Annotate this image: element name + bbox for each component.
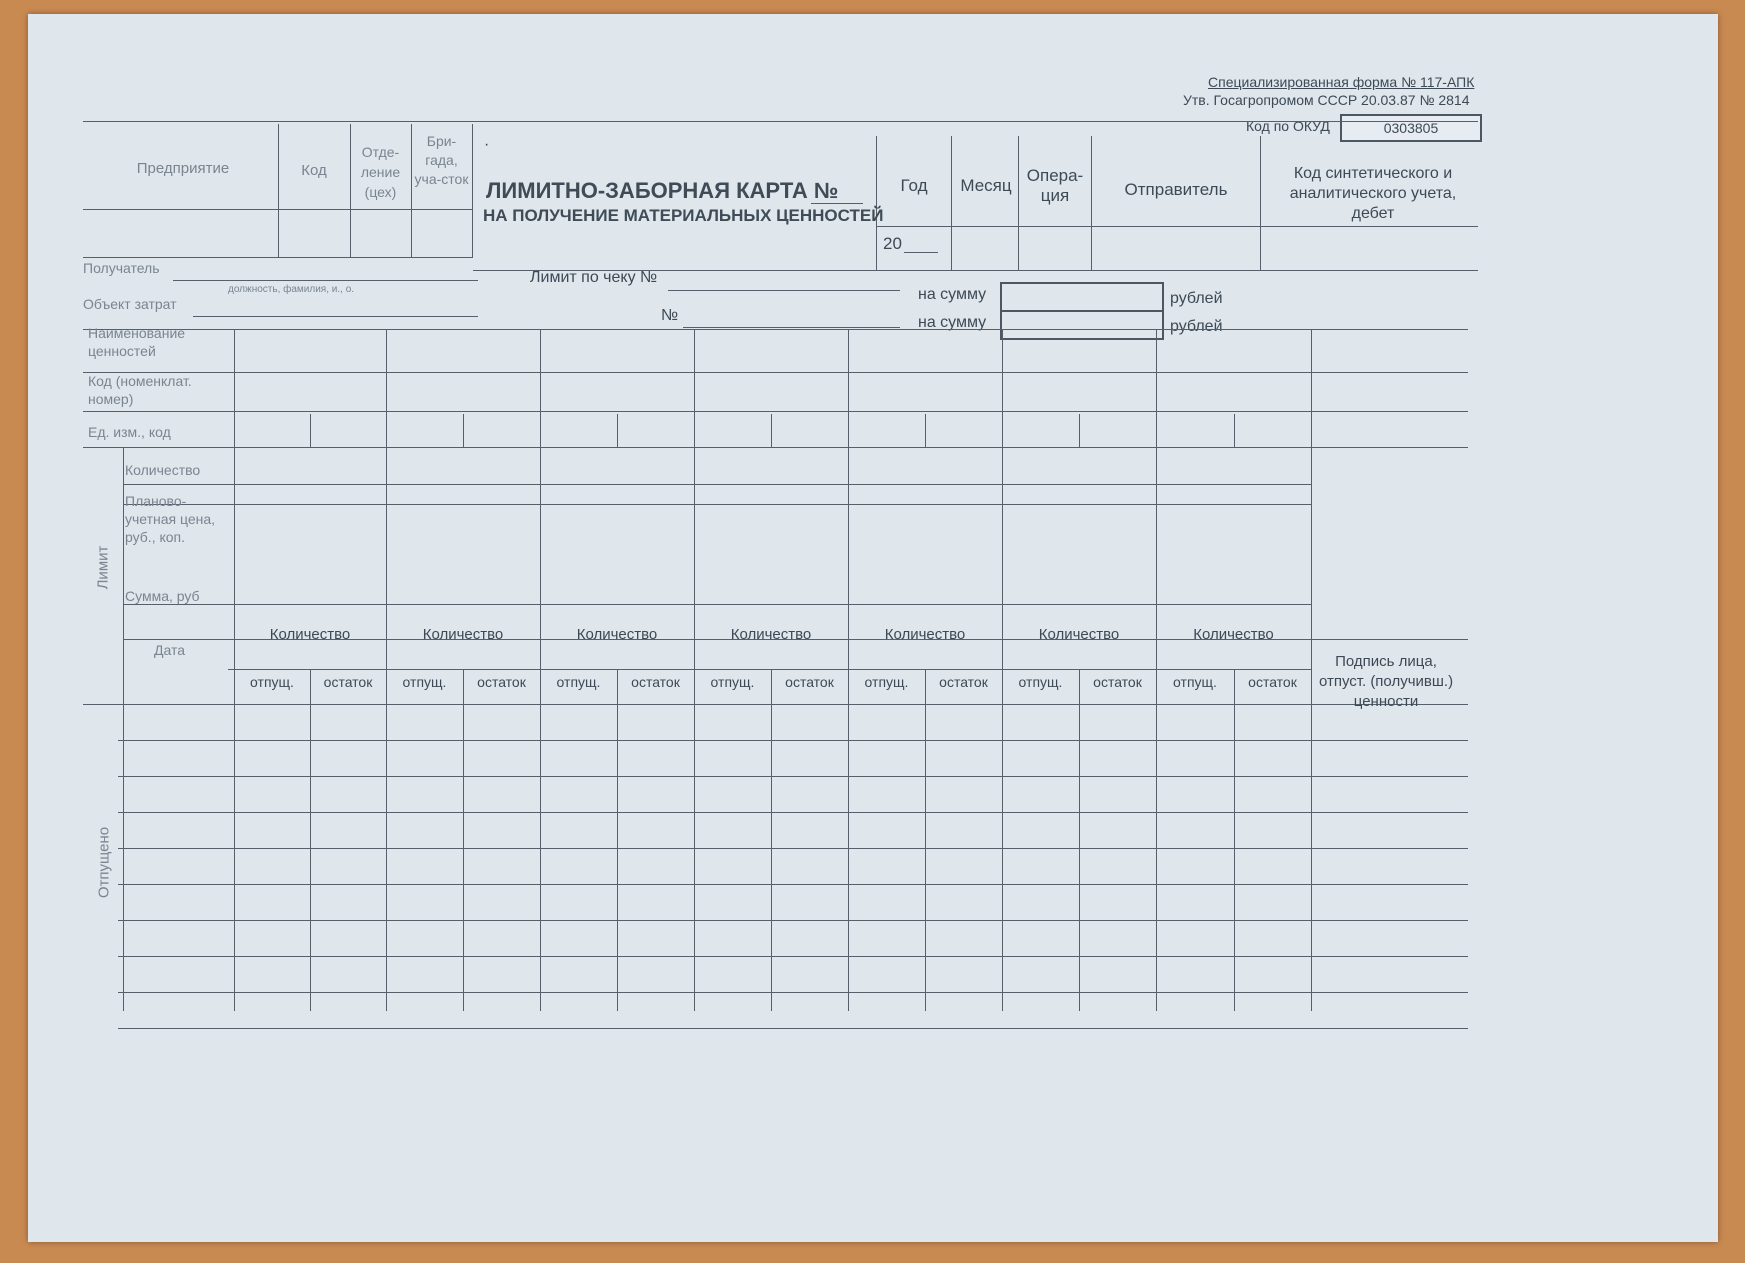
line (876, 226, 1478, 227)
card-number-line (811, 203, 863, 204)
line (83, 257, 473, 258)
form-name: Специализированная форма № 117-АПК (1208, 74, 1475, 90)
issued-label: отпущ. (864, 674, 909, 690)
line (411, 124, 412, 257)
enterprise-label: Предприятие (136, 160, 230, 177)
remainder-label: остаток (1093, 674, 1142, 690)
qty-header: Количество (1038, 626, 1120, 643)
dot-mark: · (484, 136, 490, 153)
remainder-label: остаток (1248, 674, 1297, 690)
grid-col-line (234, 329, 235, 1011)
issued-label: отпущ. (556, 674, 601, 690)
grid-col-line (1002, 329, 1003, 1011)
grid-col-line (694, 329, 695, 1011)
qty-split-line (310, 669, 311, 1011)
sum-label-2: на сумму (918, 314, 987, 331)
qty-header: Количество (269, 626, 351, 643)
unit-split-line (771, 414, 772, 447)
issued-label: отпущ. (1173, 674, 1217, 690)
grid-row-line (118, 1028, 1468, 1029)
row-code-label: Код (номенклат. номер) (88, 373, 192, 407)
qty-split-line (617, 669, 618, 1011)
qty-split-line (925, 669, 926, 1011)
grid-row-line (83, 411, 1468, 412)
grid-row-line (118, 740, 1468, 741)
limit-check-field[interactable] (668, 290, 900, 291)
remainder-label: остаток (477, 674, 526, 690)
line (1091, 136, 1092, 270)
grid-col-line (386, 329, 387, 1011)
issued-label: отпущ. (1018, 674, 1063, 690)
number-label: № (661, 307, 679, 324)
grid-row-line (123, 604, 1311, 605)
grid-row-line (118, 776, 1468, 777)
line (278, 124, 279, 257)
month-label: Месяц (960, 176, 1012, 195)
row-price-label: Планово-учетная цена, руб., коп. (125, 493, 216, 545)
recipient-hint: должность, фамилия, и., о. (228, 284, 355, 295)
grid-col-line (848, 329, 849, 1011)
remainder-label: остаток (939, 674, 988, 690)
brigade-label: Бри-гада, уча-сток (414, 133, 469, 187)
grid-row-line (118, 848, 1468, 849)
sender-label: Отправитель (1124, 180, 1228, 199)
sum-label-1: на сумму (918, 286, 987, 303)
grid-row-line (118, 884, 1468, 885)
issued-label: отпущ. (710, 674, 755, 690)
issued-side-label: Отпущено (95, 826, 113, 899)
qty-split-line (1234, 669, 1235, 1011)
grid-row-line (118, 812, 1468, 813)
grid-row-line (83, 704, 1468, 705)
sum-box-1[interactable] (1000, 282, 1164, 312)
form-sheet (28, 14, 1718, 1242)
cost-object-label: Объект затрат (83, 296, 177, 312)
rub-label-1: рублей (1170, 290, 1223, 307)
account-code-label: Код синтетического и аналитического учета, дебет (1289, 165, 1457, 222)
line (876, 136, 877, 270)
code-label: Код (301, 162, 327, 179)
form-subtitle: НА ПОЛУЧЕНИЕ МАТЕРИАЛЬНЫХ ЦЕННОСТЕЙ (483, 206, 884, 225)
department-label: Отде-ление (цех) (360, 144, 401, 200)
operation-label: Опера-ция (1026, 166, 1084, 205)
grid-row-line (123, 504, 1311, 505)
grid-row-line (123, 484, 1311, 485)
remainder-label: остаток (323, 674, 373, 690)
qty-split-line (771, 669, 772, 1011)
rub-label-2: рублей (1170, 318, 1223, 335)
recipient-field[interactable] (173, 280, 478, 281)
limit-check-label: Лимит по чеку № (530, 269, 658, 286)
year-label: Год (900, 176, 928, 195)
qty-split-line (463, 669, 464, 1011)
qty-split-line (1079, 669, 1080, 1011)
limit-side-label: Лимит (94, 545, 112, 590)
date-label: Дата (154, 642, 186, 658)
grid-row-line (118, 992, 1468, 993)
unit-split-line (1079, 414, 1080, 447)
sum-box-2[interactable] (1000, 310, 1164, 340)
row-sum-label: Сумма, руб (125, 588, 200, 604)
row-qty-label: Количество (125, 462, 201, 478)
qty-header: Количество (422, 626, 504, 643)
grid-row-line (83, 447, 1468, 448)
year-value: 20 (883, 234, 902, 253)
qty-header: Количество (730, 626, 812, 643)
unit-split-line (925, 414, 926, 447)
remainder-label: остаток (785, 674, 834, 690)
okud-label: Код по ОКУД (1246, 118, 1330, 134)
unit-split-line (617, 414, 618, 447)
grid-col-line (1156, 329, 1157, 1011)
grid-row-line (83, 372, 1468, 373)
row-name-label: Наименование ценностей (88, 325, 186, 359)
qty-header: Количество (576, 626, 658, 643)
unit-split-line (1234, 414, 1235, 447)
qty-header: Количество (884, 626, 966, 643)
line (1260, 136, 1261, 270)
grid-col-line (540, 329, 541, 1011)
line (472, 124, 473, 257)
number-field[interactable] (683, 327, 900, 328)
row-unit-label: Ед. изм., код (88, 424, 171, 440)
top-table-border (83, 121, 1478, 122)
okud-value: 0303805 (1383, 120, 1439, 136)
grid-row-line (83, 329, 1468, 330)
remainder-label: остаток (631, 674, 680, 690)
signature-label: Подпись лица, отпуст. (получивш.) ценности (1318, 653, 1454, 710)
issued-label: отпущ. (250, 674, 294, 690)
approval-text: Утв. Госагропромом СССР 20.03.87 № 2814 (1183, 92, 1470, 108)
unit-split-line (310, 414, 311, 447)
form-title: ЛИМИТНО-ЗАБОРНАЯ КАРТА № (486, 178, 839, 203)
line (350, 124, 351, 257)
line (1018, 136, 1019, 270)
year-line (904, 252, 938, 253)
line (951, 136, 952, 270)
recipient-label: Получатель (83, 260, 160, 276)
okud-box[interactable] (1340, 114, 1482, 142)
issued-label: отпущ. (402, 674, 447, 690)
grid-row-line (118, 956, 1468, 957)
grid-row-line (118, 920, 1468, 921)
grid-col-line (123, 447, 124, 1011)
unit-split-line (463, 414, 464, 447)
grid-row-line (228, 669, 1311, 670)
qty-header: Количество (1193, 626, 1274, 643)
cost-object-field[interactable] (193, 316, 478, 317)
